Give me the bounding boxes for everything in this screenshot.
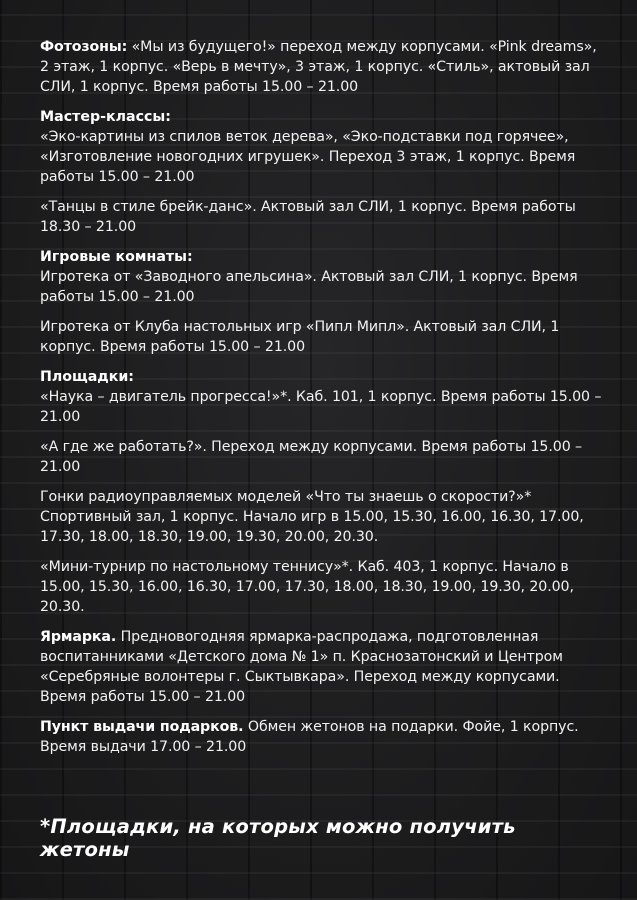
gamerooms-title: Игровые комнаты: (40, 249, 193, 265)
photozones-text: «Мы из будущего!» переход между корпусами. «Pink dreams», 2 этаж, 1 корпус. «Верь в мечту», 3 этаж, 1 корпус. «Стиль», актовый зал СЛИ, 1 корпус. Время работы 15.00 – 21.00 (40, 39, 597, 95)
venues-title: Площадки: (40, 369, 134, 385)
photozones-title: Фотозоны: (40, 39, 128, 55)
venue-item: «А где же работать?». Переход между корпусами. Время работы 15.00 – 21.00 (40, 439, 583, 475)
venue-item: «Наука – двигатель прогресса!»*. Каб. 101, 1 корпус. Время работы 15.00 – 21.00 (40, 389, 602, 425)
fair-title: Ярмарка. (40, 629, 117, 645)
fair-paragraph (40, 627, 606, 707)
masterclass-item: «Танцы в стиле брейк-данс». Актовый зал СЛИ, 1 корпус. Время работы 18.30 – 21.00 (40, 199, 576, 235)
masterclasses-section (40, 107, 606, 237)
venues-section (40, 367, 606, 617)
fair-text: Предновогодняя ярмарка-распродажа, подготовленная воспитанниками «Детского дома № 1» п. Краснозатонский и Центром «Серебряные волонтеры г. Сыктывкара». Переход между корпусами. Время работы 15.00 – 21.00 (40, 629, 563, 705)
gameroom-item: Игротека от «Заводного апельсина». Актовый зал СЛИ, 1 корпус. Время работы 15.00 – 21.00 (40, 269, 578, 305)
gamerooms-section (40, 247, 606, 357)
gameroom-item: Игротека от Клуба настольных игр «Пипл Мипл». Актовый зал СЛИ, 1 корпус. Время работы 15.00 – 21.00 (40, 319, 560, 355)
gifts-paragraph (40, 717, 606, 757)
venue-item: Гонки радиоуправляемых моделей «Что ты знаешь о скорости?»* Спортивный зал, 1 корпус. Начало игр в 15.00, 15.30, 16.00, 16.30, 17.00, 17.30, 18.00, 18.30, 19.00, 19.30, 20.00, 20.30. (40, 489, 584, 545)
program-content (40, 37, 606, 767)
venue-item: «Мини-турнир по настольному теннису»*. Каб. 403, 1 корпус. Начало в 15.00, 15.30, 16.00, 16.30, 17.00, 17.30, 18.00, 18.30, 19.00, 19.30, 20.00, 20.30. (40, 559, 574, 615)
photozones-paragraph (40, 37, 606, 97)
footnote: *Площадки, на которых можно получить жетоны (40, 815, 516, 861)
masterclasses-title: Мастер-классы: (40, 109, 171, 125)
gifts-title: Пункт выдачи подарков. (40, 719, 244, 735)
masterclass-item: «Эко-картины из спилов веток дерева», «Эко-подставки под горячее», «Изготовление новогодних игрушек». Переход 3 этаж, 1 корпус. Время работы 15.00 – 21.00 (40, 129, 576, 185)
gifts-text: Обмен жетонов на подарки. Фойе, 1 корпус. Время выдачи 17.00 – 21.00 (40, 719, 579, 755)
